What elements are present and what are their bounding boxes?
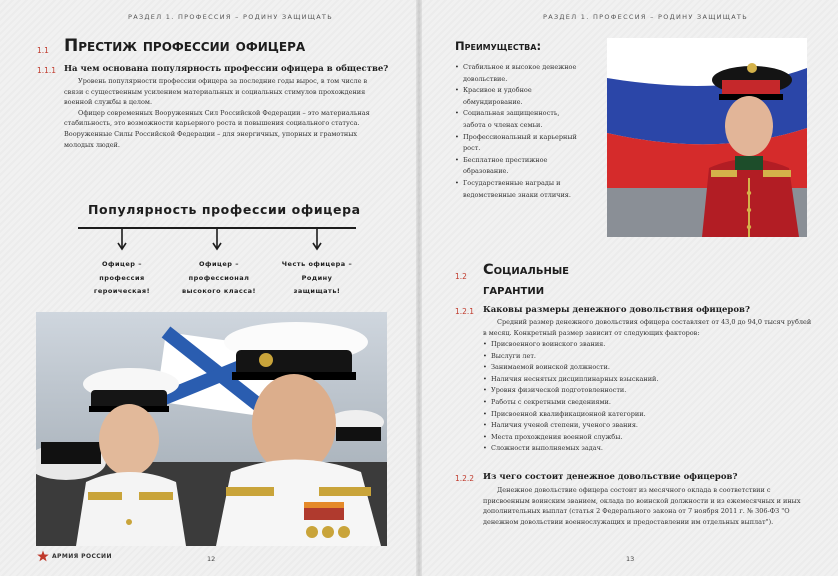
intro-text: [64, 76, 388, 150]
subsection-title: Из чего состоит денежное довольствие офицеров?: [483, 472, 738, 482]
right-page: [419, 0, 838, 576]
paragraph: Средний размер денежного довольствия офицера составляет от 43,0 до 94,0 тысяч рублей в месяц. Конкретный размер зависит от следующих факторов:: [483, 318, 812, 337]
infographic-label: Честь офицера – Родину защищать!: [281, 260, 353, 295]
page-number: 13: [626, 555, 635, 563]
factors-list: [483, 339, 803, 455]
guard-officer-photo: [607, 38, 807, 237]
naval-officers-photo: [36, 312, 387, 546]
army-russia-logo: [37, 550, 112, 562]
section-title: Престиж профессии офицера: [64, 36, 306, 56]
infographic-title: Популярность профессии офицера: [88, 202, 361, 217]
arrow-down-icon: [117, 229, 127, 251]
section-title-line1: Социальные: [483, 262, 570, 278]
list-item: • Присвоенной квалификационной категории.: [483, 409, 803, 421]
arrow-down-icon: [312, 229, 322, 251]
running-header: РАЗДЕЛ 1. ПРОФЕССИЯ – РОДИНУ ЗАЩИЩАТЬ: [543, 13, 748, 21]
paragraph: Офицер современных Вооруженных Сил Российской Федерации – это материальная стабильность, это возможности карьерного роста и повышения социального статуса. Вооруженные Силы Российской Федерации – для энергичных, упорных и грамотных молодых людей.: [64, 108, 370, 149]
section-number: 1.1: [37, 46, 49, 55]
section-title-line2: гарантии: [483, 282, 545, 298]
subsection-title: На чем основана популярность профессии офицера в обществе?: [64, 64, 389, 74]
list-item: • Социальная защищенность, забота о членах семьи.: [455, 108, 577, 131]
subsection-title: Каковы размеры денежного довольствия офицеров?: [483, 305, 750, 315]
running-header: РАЗДЕЛ 1. ПРОФЕССИЯ – РОДИНУ ЗАЩИЩАТЬ: [128, 13, 333, 21]
list-item: • Уровня физической подготовленности.: [483, 385, 803, 397]
salary-composition-text: [483, 485, 813, 527]
list-item: • Присвоенного воинского звания.: [483, 339, 803, 351]
list-item: • Стабильное и высокое денежное довольствие.: [455, 62, 577, 85]
infographic-label: Офицер – профессионал высокого класса!: [182, 260, 256, 295]
subsection-number: 1.2.1: [455, 307, 475, 316]
salary-text: [483, 317, 813, 338]
list-item: • Бесплатное престижное образование.: [455, 155, 577, 178]
logo-text: АРМИЯ РОССИИ: [52, 552, 112, 560]
star-icon: [37, 550, 49, 562]
subsection-number: 1.1.1: [37, 66, 57, 75]
list-item: • Наличия неснятых дисциплинарных взысканий.: [483, 374, 803, 386]
subsection-number: 1.2.2: [455, 474, 475, 483]
list-item: • Сложности выполняемых задач.: [483, 443, 803, 455]
arrow-down-icon: [212, 229, 222, 251]
infographic-label: Офицер – профессия героическая!: [93, 260, 151, 295]
list-item: • Выслуги лет.: [483, 351, 803, 363]
paragraph: Уровень популярности профессии офицера за последние годы вырос, в том числе в связи с существенным усилением материальных и социальных стимулов прохождения военной службы в целом.: [64, 77, 368, 107]
section-number: 1.2: [455, 272, 467, 281]
advantages-list: [455, 62, 577, 201]
advantages-title: Преимущества:: [455, 39, 542, 53]
list-item: • Работы с секретными сведениями.: [483, 397, 803, 409]
book-gutter: [416, 0, 422, 576]
paragraph: Денежное довольствие офицера состоит из месячного оклада в соответствии с присвоенным воинским званием, оклада по воинской должности и из ежемесячных и иных дополнительных выплат (статья 2 Федерального закона от 7 ноября 2011 г. № 306-ФЗ "О денежном довольствии военнослужащих и предоставлении им отдельных выплат").: [483, 486, 801, 526]
list-item: • Красивое и удобное обмундирование.: [455, 85, 577, 108]
list-item: • Наличия ученой степени, ученого звания.: [483, 420, 803, 432]
list-item: • Места прохождения военной службы.: [483, 432, 803, 444]
page-number: 12: [207, 555, 216, 563]
list-item: • Государственные награды и ведомственные знаки отличия.: [455, 178, 577, 201]
list-item: • Занимаемой воинской должности.: [483, 362, 803, 374]
list-item: • Профессиональный и карьерный рост.: [455, 132, 577, 155]
